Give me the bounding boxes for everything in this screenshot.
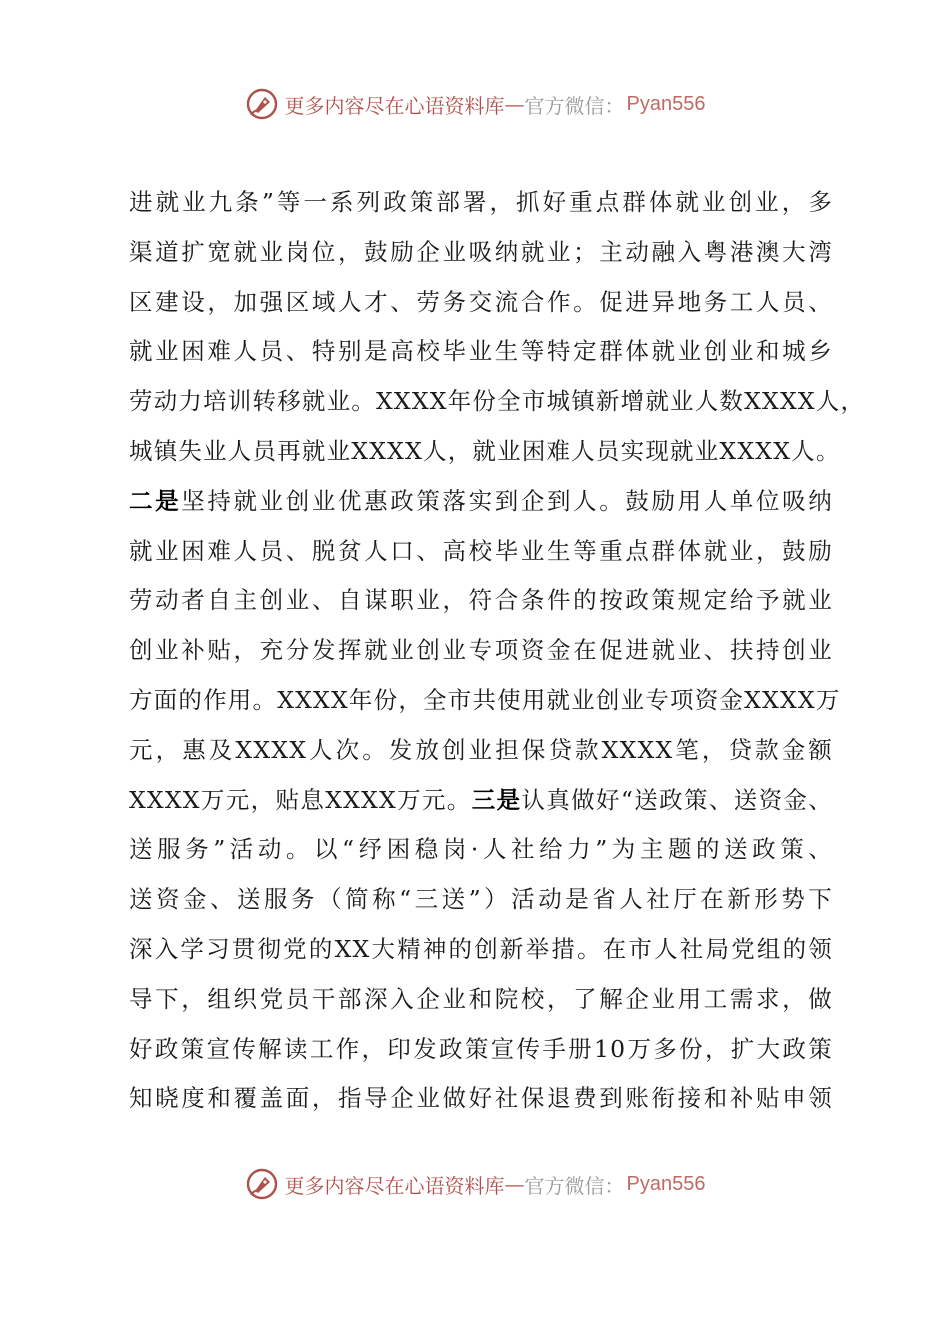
body-line [129,626,833,676]
body-segment: 认真做好“送政策、送资金、 [521,785,833,814]
body-line [129,1074,833,1124]
body-line [129,178,833,228]
body-text [129,178,866,1124]
body-segment: 坚持就业创业优惠政策落实到企到人。鼓励用人单位吸纳 [181,486,834,515]
footer-label: 官方微信： [524,1173,625,1198]
body-segment: 进就业九条”等一系列政策部署，抓好重点群体就业创业，多 [129,188,833,216]
body-line [129,427,841,477]
body-segment: 送服务”活动。以“纾困稳岗·人社给力”为主题的送政策、 [129,835,833,864]
body-line [129,527,833,577]
body-segment: 深入学习贯彻党的XX大精神的创新举措。在市人社局党组的领 [129,934,833,963]
body-segment: 知晓度和覆盖面，指导企业做好社保退费到账衔接和补贴申领 [129,1084,833,1113]
body-segment: 就业困难人员、特别是高校毕业生等特定群体就业创业和城乡 [129,337,833,366]
body-segment: 渠道扩宽就业岗位，鼓励企业吸纳就业；主动融入粤港澳大湾 [129,237,833,266]
body-line [129,377,866,427]
header-banner [0,84,950,124]
body-segment: 方面的作用。XXXX年份，全市共使用就业创业专项资金XXXX万 [129,685,841,714]
body-line [129,676,841,726]
body-line [129,875,833,925]
footer-banner [0,1164,950,1204]
body-segment: 创业补贴，充分发挥就业创业专项资金在促进就业、扶持创业 [129,636,833,665]
body-emphasis: 二是 [129,486,182,515]
body-line [129,1025,833,1075]
body-segment: XXXX万元，贴息XXXX万元。 [129,785,472,814]
body-segment: 导下，组织党员干部深入企业和院校，了解企业用工需求，做 [129,984,833,1013]
body-segment: 劳动力培训转移就业。XXXX年份全市城镇新增就业人数XXXX人， [129,387,866,416]
body-emphasis: 三是 [471,785,522,814]
pen-nib-logo-icon [245,87,279,121]
body-segment: 城镇失业人员再就业XXXX人，就业困难人员实现就业XXXX人。 [129,436,841,465]
body-segment: 元，惠及XXXX人次。发放创业担保贷款XXXX笔，贷款金额 [129,735,833,764]
body-line [129,278,833,328]
body-segment: 送资金、送服务（简称“三送”）活动是省人社厅在新形势下 [129,885,833,914]
body-line [129,776,833,826]
body-line [129,576,833,626]
body-line [129,228,833,278]
body-line [129,925,833,975]
body-line [129,975,833,1025]
pen-nib-logo-icon [245,1167,279,1201]
body-segment: 好政策宣传解读工作，印发政策宣传手册10万多份，扩大政策 [129,1034,833,1063]
body-segment: 劳动者自主创业、自谋职业，符合条件的按政策规定给予就业 [129,586,833,615]
body-segment: 就业困难人员、脱贫人口、高校毕业生等重点群体就业，鼓励 [129,536,833,565]
header-handle: Pyan556 [626,92,706,115]
footer-dash: — [504,1172,525,1196]
body-line [129,825,833,875]
header-brand: 更多内容尽在心语资料库 [284,93,505,118]
body-line [129,726,833,776]
body-line [129,477,833,527]
footer-brand: 更多内容尽在心语资料库 [284,1173,505,1198]
body-line [129,327,833,377]
body-segment: 区建设，加强区域人才、劳务交流合作。促进异地务工人员、 [129,287,833,316]
footer-handle: Pyan556 [626,1172,706,1195]
header-dash: — [504,92,525,116]
header-label: 官方微信： [524,93,625,118]
